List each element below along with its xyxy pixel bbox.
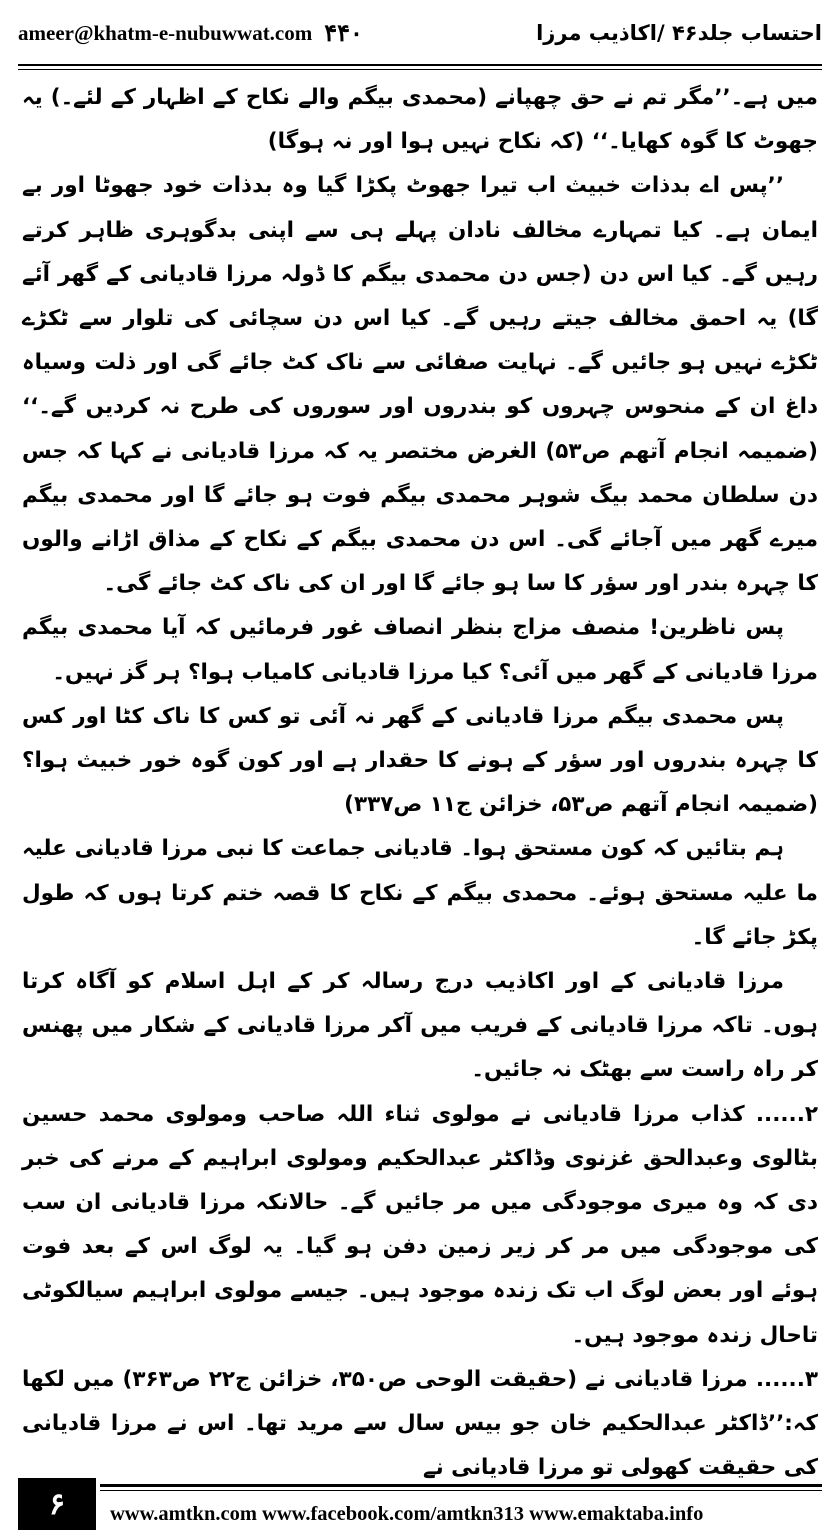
paragraph-3: پس ناظرین! منصف مزاج بنظر انصاف غور فرمائیں کہ آیا محمدی بیگم مرزا قادیانی کے گھر میں آئی؟ کیا مرزا قادیانی کامیاب ہوا؟ ہر گز نہیں۔ (22, 615, 818, 685)
sheet-number-badge (18, 1478, 96, 1530)
email-address: ameer@khatm-e-nubuwwat.com (18, 20, 313, 45)
paragraph-4: پس محمدی بیگم مرزا قادیانی کے گھر نہ آئی تو کس کا ناک کٹا اور کس کا چہرہ بندروں اور سؤر کے ہونے کا حقدار ہے اور کون گوہ خور خبیث ہوا؟ (ضمیمہ انجام آتھم ص۵۳، خزائن ج۱۱ ص۳۳۷) (22, 703, 818, 818)
header-rule-thin (18, 69, 822, 70)
footer-rule-thin (100, 1490, 822, 1491)
page-number: ۴۴۰ (324, 20, 363, 47)
page-body (22, 76, 818, 1481)
paragraph-2: ’’پس اے بدذات خبیث اب تیرا جھوٹ پکڑا گیا وہ بدذات خود جھوٹا اور بے ایمان ہے۔ کیا تمہارے مخالف نادان پہلے ہی سے اپنی بدگوہری ظاہر کرتے رہیں گے۔ کیا اس دن (جس دن محمدی بیگم کا ڈولہ مرزا قادیانی کے گھر آئے گا) یہ احمق مخالف جیتے رہیں گے۔ کیا اس دن سچائی کی تلوار سے ٹکڑے ٹکڑے نہیں ہو جائیں گے۔ نہایت صفائی سے ناک کٹ جائے گی اور ذلت وسیاہ داغ ان کے منحوس چہروں کو بندروں اور سوروں کی طرح نہ کردیں گے۔‘‘ (ضمیمہ انجام آتھم ص۵۳) الغرض مختصر یہ کہ مرزا قادیانی نے کہا کہ جس دن سلطان محمد بیگ شوہر محمدی بیگم فوت ہو جائے گا اور محمدی بیگم میرے گھر میں آجائے گی۔ اس دن محمدی بیگم کے نکاح کے مذاق اڑانے والوں کا چہرہ بندر اور سؤر کا سا ہو جائے گا اور ان کی ناک کٹ جائے گی۔ (22, 173, 818, 597)
footer-rule (100, 1484, 822, 1487)
paragraph-7: ۲...... کذاب مرزا قادیانی نے مولوی ثناء اللہ صاحب ومولوی محمد حسین بٹالوی وعبدالحق غزنوی وڈاکٹر عبدالحکیم ومولوی ابراہیم کے مرنے کی خبر دی کہ وہ میری موجودگی میں مر جائیں گے۔ حالانکہ مرزا قادیانی ان سب کی موجودگی میں مر کر زیر زمین دفن ہو گیا۔ یہ لوگ اس کے بعد فوت ہوئے اور بعض لوگ اب تک زندہ موجود ہیں۔ جیسے مولوی ابراہیم سیالکوٹی تاحال زندہ موجود ہیں۔ (22, 1101, 818, 1348)
paragraph-5: ہم بتائیں کہ کون مستحق ہوا۔ قادیانی جماعت کا نبی مرزا قادیانی علیہ ما علیہ مستحق ہوئے۔ محمدی بیگم کے نکاح کا قصہ ختم کرتا ہوں کہ طول پکڑ جائے گا۔ (22, 836, 818, 950)
paragraph-6: مرزا قادیانی کے اور اکاذیب درج رسالہ کر کے اہل اسلام کو آگاہ کرتا ہوں۔ تاکہ مرزا قادیانی کے فریب میں آکر مرزا قادیانی کے شکار میں پھنس کر راہ راست سے بھٹک نہ جائیں۔ (22, 969, 818, 1083)
footer-links: www.amtkn.com www.facebook.com/amtkn313 www.emaktaba.info (110, 1502, 704, 1525)
sheet-number: ۶ (48, 1486, 66, 1522)
header-rule (18, 64, 822, 66)
paragraph-8: ۳...... مرزا قادیانی نے (حقیقت الوحی ص۳۵۰، خزائن ج۲۲ ص۳۶۳) میں لکھا کہ:’’ڈاکٹر عبدالحکیم خان جو بیس سال سے مرید تھا۔ اس نے مرزا قادیانی کی حقیقت کھولی تو مرزا قادیانی نے (22, 1366, 818, 1481)
header-left (18, 19, 363, 48)
page-header (18, 10, 822, 56)
book-title: احتساب جلد۴۶ /اکاذیب مرزا (536, 21, 822, 45)
paragraph-1: میں ہے۔’’مگر تم نے حق چھپانے (محمدی بیگم والے نکاح کے اظہار کے لئے۔) یہ جھوٹ کا گوہ کھایا۔‘‘ (کہ نکاح نہیں ہوا اور نہ ہوگا) (22, 85, 818, 155)
